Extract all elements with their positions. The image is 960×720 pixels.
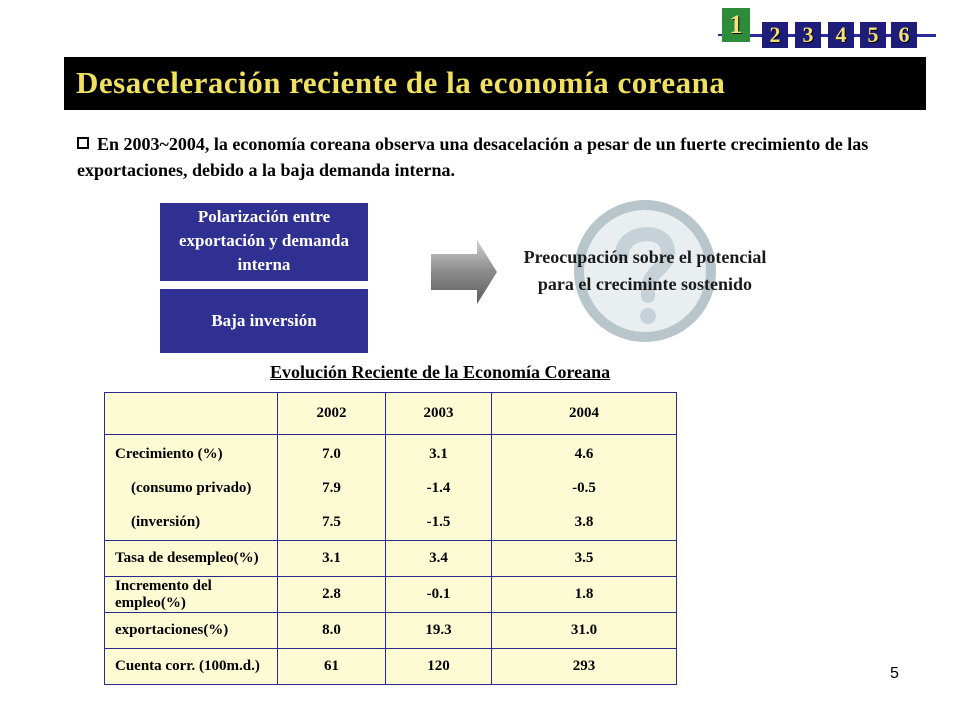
table-cell: 1.8: [492, 577, 677, 613]
table-row-employment: [105, 577, 677, 613]
intro-paragraph: [77, 131, 947, 183]
table-cell: -1.5: [426, 513, 451, 530]
title-bar: [64, 57, 926, 110]
table-cell: 19.3: [386, 613, 492, 649]
table-cell: 4.6: [574, 445, 594, 462]
table-cell-label: Tasa de desempleo(%): [105, 541, 278, 577]
table-row-growth: [105, 435, 677, 541]
private-consumption-label: (consumo privado): [131, 479, 252, 496]
nav-page-2[interactable]: 2: [762, 22, 788, 48]
table-row-unemployment: [105, 541, 677, 577]
low-investment-box: [160, 289, 368, 353]
table-cell: 120: [386, 649, 492, 685]
table-cell: 293: [492, 649, 677, 685]
table-cell: 3.1: [429, 445, 448, 462]
table-cell: 7.9: [322, 479, 341, 496]
table-cell: 7.0: [322, 445, 341, 462]
nav-page-4[interactable]: 4: [828, 22, 854, 48]
growth-2004: [492, 435, 677, 541]
table-cell: -0.5: [572, 479, 596, 496]
table-cell: 3.8: [574, 513, 594, 530]
checkbox-bullet-icon: [77, 137, 89, 149]
nav-page-6[interactable]: 6: [891, 22, 917, 48]
economy-table: [104, 392, 677, 685]
table-cell: 31.0: [492, 613, 677, 649]
investment-label: (inversión): [131, 513, 201, 530]
table-cell: 7.5: [322, 513, 341, 530]
header-cell-empty: [105, 393, 278, 435]
table-caption: Evolución Reciente de la Economía Coreana: [270, 362, 611, 382]
table-header-row: [105, 393, 677, 435]
table-cell-label: Incremento del empleo(%): [105, 577, 278, 613]
table-cell: 3.1: [278, 541, 386, 577]
growth-2002: [278, 435, 386, 541]
header-cell-2004: 2004: [492, 393, 677, 435]
table-cell-label: exportaciones(%): [105, 613, 278, 649]
polarization-text: Polarización entre exportación y demanda interna: [179, 207, 349, 274]
right-arrow-icon: [431, 240, 497, 304]
nav-page-1-active[interactable]: 1: [722, 8, 750, 42]
growth-labels: [105, 435, 278, 541]
table-cell: -0.1: [386, 577, 492, 613]
table-cell: 61: [278, 649, 386, 685]
table-row-exports: [105, 613, 677, 649]
header-cell-2002: 2002: [278, 393, 386, 435]
low-investment-text: Baja inversión: [211, 311, 317, 330]
concern-text: Preocupación sobre el potencial para el creciminte sostenido: [523, 247, 767, 294]
growth-label: Crecimiento (%): [115, 445, 223, 462]
header-cell-2003: 2003: [386, 393, 492, 435]
nav-page-5[interactable]: 5: [860, 22, 886, 48]
table-cell: 3.4: [386, 541, 492, 577]
table-cell: 2.8: [278, 577, 386, 613]
nav-page-3[interactable]: 3: [795, 22, 821, 48]
table-cell-label: Cuenta corr. (100m.d.): [105, 649, 278, 685]
table-cell: 3.5: [492, 541, 677, 577]
intro-text: En 2003~2004, la economía coreana observa una desacelación a pesar de un fuerte crecimiento de las exportaciones, debido a la baja demanda interna.: [77, 134, 869, 180]
growth-2003: [386, 435, 492, 541]
table-row-current-account: [105, 649, 677, 685]
table-cell: 8.0: [278, 613, 386, 649]
polarization-box: [160, 203, 368, 281]
page-number: 5: [890, 665, 899, 682]
table-cell: -1.4: [426, 479, 451, 496]
slide-title: Desaceleración reciente de la economía coreana: [76, 65, 726, 100]
